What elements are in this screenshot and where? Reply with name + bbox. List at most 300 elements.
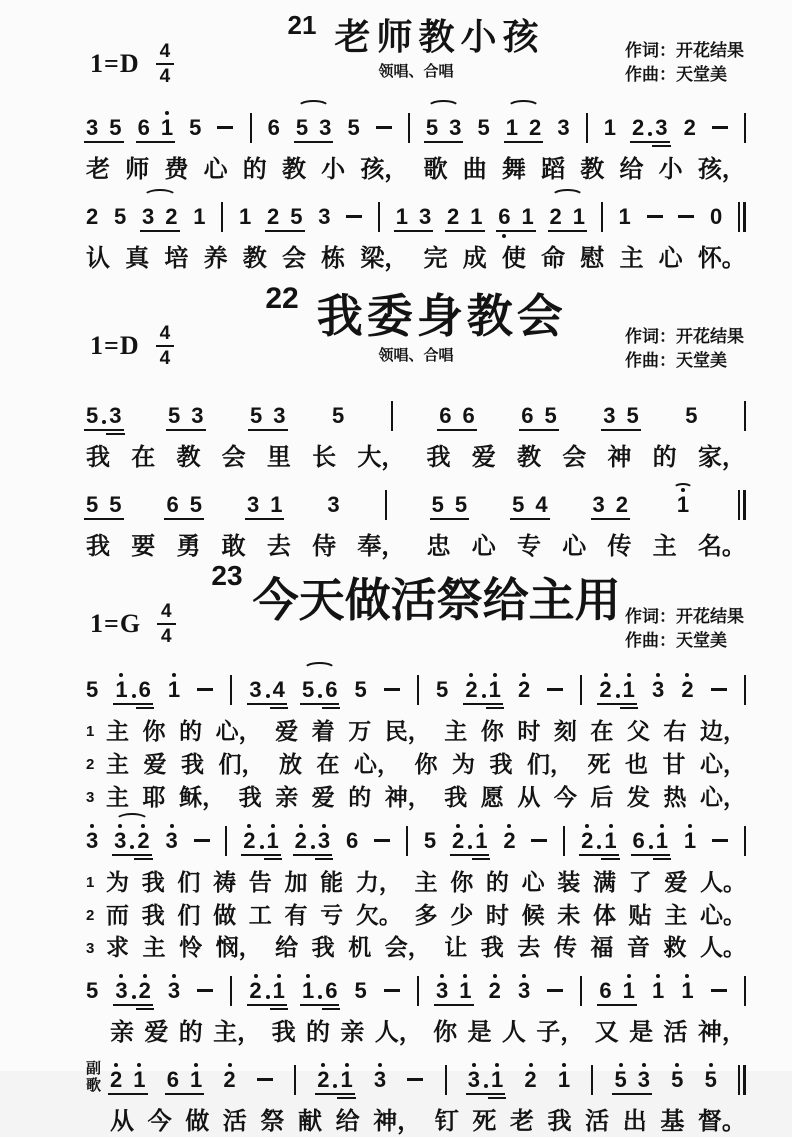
note — [521, 392, 533, 440]
beam-underline — [112, 854, 152, 856]
note — [86, 104, 98, 152]
note-digit: 5 — [354, 978, 367, 1004]
note-digit: 2 — [681, 677, 694, 702]
lyric-syllable: 我 — [238, 783, 262, 810]
lyric-syllable: 时 — [485, 901, 509, 928]
lyric-syllable: 孩， — [697, 156, 746, 183]
lyric-syllable: 养 — [203, 245, 228, 272]
note — [655, 104, 667, 152]
note-digit: 2 — [447, 204, 460, 229]
note-digit: 2 — [549, 204, 562, 229]
lyric-syllable: 亲 — [110, 1019, 134, 1047]
song-23-lines — [86, 666, 746, 1137]
lyric-syllable: 会 — [281, 245, 306, 272]
note-digit: 3 — [655, 115, 668, 140]
underline — [653, 858, 671, 860]
note-marks-bottom — [168, 701, 180, 714]
note-digit: 3 — [86, 115, 99, 140]
dash — [712, 839, 728, 842]
barline — [563, 826, 565, 856]
augmentation-dot — [260, 845, 264, 849]
note-digit: 1 — [521, 204, 534, 229]
lyric-syllable: 少 — [450, 901, 474, 928]
key-signature: 1=D — [90, 49, 140, 78]
note-digit: 2 — [517, 677, 531, 702]
dash — [407, 1078, 423, 1081]
song-23-section — [86, 560, 746, 1137]
note-digit: 5 — [347, 115, 360, 140]
verse-number: 2 — [86, 756, 95, 774]
final-barline — [738, 490, 746, 520]
note-marks-bottom — [652, 701, 664, 714]
note-marks-bottom — [684, 852, 696, 865]
credits — [625, 325, 744, 374]
barline — [744, 401, 746, 431]
lyric-syllable: 爱 — [664, 868, 688, 895]
note-digit: 3 — [109, 403, 122, 428]
note-digit: 3 — [419, 204, 432, 229]
note-digit: 1 — [604, 827, 617, 853]
key-signature: 1=D — [90, 331, 140, 360]
verse-group — [86, 717, 746, 813]
note — [86, 481, 98, 529]
note — [710, 193, 722, 241]
beam-group — [521, 392, 557, 440]
beam-underline — [424, 141, 464, 143]
barline — [378, 202, 380, 232]
lyric-syllable: 心， — [700, 750, 746, 777]
note-digit: 1 — [266, 827, 279, 853]
beam-underline — [597, 1004, 637, 1006]
slur-beam-group — [550, 193, 586, 241]
barline — [406, 826, 408, 856]
lyric-syllable: 也 — [625, 750, 648, 777]
lyric-syllable: 们， — [527, 750, 573, 777]
augmentation-dot — [102, 420, 106, 424]
underline — [620, 707, 638, 709]
composer-credit: 作曲：天堂美 — [625, 631, 727, 651]
beam-underline — [504, 141, 544, 143]
beam-group — [599, 967, 635, 1015]
beam-group — [166, 481, 202, 529]
note-digit: 3 — [327, 492, 340, 517]
lyricist-credit: 作词：开花结果 — [625, 606, 744, 626]
beam-group — [86, 392, 122, 440]
beam-underline — [597, 703, 637, 705]
lyric-syllable: 主 — [106, 750, 129, 777]
underline — [136, 1008, 154, 1010]
note-digit: 2 — [581, 830, 593, 852]
note — [273, 967, 285, 1015]
beam-group — [468, 1056, 504, 1104]
augmentation-dot — [333, 1084, 337, 1088]
note — [522, 193, 534, 241]
note-digit: 6 — [138, 677, 151, 702]
lyrics-line — [106, 901, 746, 931]
lyric-syllable: 后 — [590, 783, 614, 810]
note-digit: 4 — [535, 492, 548, 517]
note-digit: 6 — [498, 204, 511, 229]
lyric-syllable: 给 — [619, 156, 644, 183]
beam-underline — [430, 518, 470, 520]
lyric-syllable: 专 — [516, 533, 541, 560]
beam-group — [302, 967, 338, 1015]
note-digit: 1 — [618, 204, 631, 229]
note-marks-bottom — [332, 427, 344, 440]
beam-group — [599, 666, 635, 714]
note-digit: 5 — [423, 827, 437, 853]
slur-beam-group — [296, 104, 332, 152]
dash — [346, 215, 362, 218]
note-marks-bottom — [239, 228, 251, 241]
note — [115, 666, 127, 714]
dash — [547, 688, 563, 691]
song-23-header — [86, 560, 746, 664]
lyric-syllable: 的 — [305, 1019, 330, 1047]
note-digit: 1 — [193, 204, 206, 229]
beam-underline — [463, 703, 503, 705]
note-digit: 5 — [86, 492, 99, 517]
beam-group — [86, 104, 122, 152]
beam-underline — [165, 1093, 205, 1095]
barline — [294, 1065, 296, 1095]
note-marks-bottom — [114, 228, 126, 241]
barline — [744, 826, 746, 856]
note-marks-bottom — [604, 139, 616, 152]
note — [681, 967, 693, 1015]
note — [599, 967, 611, 1015]
lyricist-credit: 作词：开花结果 — [625, 326, 744, 346]
note — [439, 392, 451, 440]
barline — [391, 401, 393, 431]
lyric-syllable: 音 — [626, 934, 650, 961]
beam-underline — [300, 703, 340, 705]
note — [340, 1056, 352, 1104]
beam-underline — [136, 141, 176, 143]
note — [614, 1056, 626, 1104]
lyrics-line — [106, 868, 746, 898]
note-digit: 3 — [115, 980, 127, 1002]
barline — [417, 976, 419, 1006]
note — [189, 104, 201, 152]
lyric-syllable: 人。 — [700, 868, 746, 895]
note-digit: 1 — [470, 204, 483, 229]
note-digit: 2 — [243, 830, 255, 852]
lyric-syllable: 们 — [177, 868, 201, 895]
lyric-syllable: 我 — [86, 444, 110, 471]
barline — [744, 113, 746, 143]
underline — [270, 707, 288, 709]
underline — [106, 433, 124, 435]
note — [632, 104, 644, 152]
lyric-syllable: 右 — [663, 718, 687, 744]
barline — [385, 490, 387, 520]
beam-underline — [496, 230, 536, 232]
beam-underline — [437, 429, 477, 431]
chorus-label-char: 歌 — [86, 1077, 102, 1095]
lyric-syllable: 爱 — [275, 718, 299, 744]
lyric-syllable: 救 — [663, 934, 687, 961]
beam-group — [267, 193, 303, 241]
music-line — [86, 817, 746, 865]
slur-beam-group — [302, 666, 338, 714]
note — [138, 104, 150, 152]
note-marks-bottom — [705, 1091, 717, 1104]
note-digit: 3 — [436, 978, 449, 1004]
song-title: 我委身教会 — [316, 290, 567, 342]
lyric-syllable: 的 — [178, 1019, 203, 1047]
note-marks-bottom — [524, 1091, 536, 1104]
note — [545, 392, 557, 440]
lyrics-line — [106, 717, 746, 747]
note-digit: 5 — [425, 115, 439, 140]
note-digit: 2 — [524, 1067, 537, 1093]
note-marks-bottom — [684, 139, 696, 152]
lyric-syllable: 传 — [553, 934, 577, 961]
song-title: 今天做活祭给主用 — [252, 574, 621, 626]
lyric-syllable: 欠。 — [355, 901, 402, 928]
dash — [257, 1078, 273, 1081]
lyrics-line — [106, 750, 746, 780]
note-digit: 2 — [137, 827, 150, 853]
beam-group — [247, 481, 283, 529]
note-marks-bottom — [558, 1091, 570, 1104]
note — [190, 481, 202, 529]
note-digit: 1 — [655, 827, 668, 853]
beam-underline — [601, 429, 641, 431]
note-digit: 3 — [468, 1069, 480, 1091]
lyric-syllable: 敢 — [221, 533, 246, 560]
lyric-syllable: 我 — [426, 444, 451, 471]
lyric-syllable: 要 — [131, 533, 156, 560]
lyric-syllable: 奉， — [357, 533, 406, 560]
underline — [264, 858, 282, 860]
lyric-syllable: 心 — [521, 868, 545, 895]
verse-number: 1 — [86, 874, 95, 892]
augmentation-dot — [484, 1084, 488, 1088]
slur-beam-group — [114, 817, 150, 865]
note-digit: 6 — [325, 677, 338, 702]
lyric-syllable: 在 — [316, 750, 340, 777]
note-digit: 6 — [346, 827, 359, 853]
song-number: 21 — [287, 10, 317, 40]
lyric-syllable: 今 — [553, 783, 577, 810]
lyric-syllable: 舞 — [501, 156, 526, 183]
beam-underline — [84, 141, 124, 143]
lyric-syllable: 是 — [467, 1019, 492, 1047]
note — [489, 666, 501, 714]
lyrics-line — [86, 244, 746, 274]
note-digit: 5 — [436, 677, 449, 702]
beam-group — [249, 967, 285, 1015]
lyric-syllable: 教 — [580, 156, 605, 183]
note-digit: 6 — [521, 403, 534, 428]
augmentation-dot — [266, 694, 270, 698]
lyric-syllable: 着 — [311, 718, 335, 744]
note-digit: 1 — [603, 115, 616, 140]
note — [671, 1056, 683, 1104]
composer-credit: 作曲：天堂美 — [625, 65, 727, 85]
note — [424, 817, 436, 865]
note-digit: 1 — [488, 677, 501, 702]
note — [633, 817, 645, 865]
lyric-syllable: 死 — [587, 750, 611, 777]
note — [447, 193, 459, 241]
note — [86, 193, 98, 241]
note — [506, 104, 518, 152]
lyric-syllable: 怜 — [179, 934, 203, 961]
note-marks-bottom — [327, 516, 339, 529]
underline — [652, 145, 670, 147]
beam-group — [167, 1056, 203, 1104]
lyric-syllable: 的 — [652, 444, 677, 471]
note — [270, 481, 282, 529]
verse-row — [86, 901, 746, 931]
beam-group — [447, 193, 483, 241]
note-digit: 3 — [637, 1067, 650, 1093]
underline — [270, 1008, 288, 1010]
augmentation-dot — [130, 845, 134, 849]
note-digit: 2 — [615, 492, 629, 517]
note-marks-bottom — [673, 516, 693, 529]
lyric-syllable: 老 — [86, 156, 110, 183]
beam-underline — [315, 1093, 355, 1095]
lyric-syllable: 而 — [106, 901, 129, 928]
beam-underline — [579, 854, 619, 856]
note-digit: 3 — [517, 978, 531, 1004]
note — [489, 967, 501, 1015]
lyric-syllable: 教 — [176, 444, 201, 471]
note-digit: 5 — [332, 403, 345, 428]
note-marks-bottom — [347, 139, 359, 152]
beam-underline — [612, 1093, 652, 1095]
beam-group — [138, 104, 174, 152]
beam-underline — [166, 429, 206, 431]
lyrics-line — [86, 443, 746, 473]
note-digit: 5 — [512, 492, 525, 517]
beam-group — [512, 481, 548, 529]
note — [452, 817, 464, 865]
beam-underline — [445, 230, 485, 232]
time-signature: $\frac{4}{4}$ — [156, 42, 175, 86]
verse-row — [86, 868, 746, 898]
note-digit: 5 — [671, 1067, 684, 1093]
song-22-lines — [86, 392, 746, 562]
dash — [197, 688, 213, 691]
note — [355, 666, 367, 714]
lyric-syllable: 栋 — [321, 245, 346, 272]
barline — [591, 1065, 593, 1095]
lyric-syllable: 的 — [485, 868, 509, 895]
lyric-syllable: 歌 — [423, 156, 448, 183]
note-digit: 5 — [189, 492, 202, 517]
beam-underline — [510, 518, 550, 520]
lyric-syllable: 机 — [348, 934, 372, 961]
lyric-syllable: 小 — [658, 156, 683, 183]
lyric-syllable: 甘 — [662, 750, 686, 777]
note-digit: 5 — [477, 115, 490, 140]
lyric-syllable: 从 — [517, 783, 541, 810]
lyric-syllable: 愿 — [480, 783, 504, 810]
song-number: 22 — [265, 282, 299, 315]
note-digit: 1 — [475, 827, 488, 853]
note-digit: 6 — [166, 1067, 179, 1093]
note-digit: 3 — [603, 403, 616, 428]
note-digit: 1 — [490, 1067, 504, 1093]
beam-group — [115, 967, 151, 1015]
beam-group — [317, 1056, 353, 1104]
note-marks-bottom — [193, 228, 205, 241]
augmentation-dot — [616, 694, 620, 698]
lyric-syllable: 心 — [658, 245, 683, 272]
note-digit: 3 — [592, 492, 605, 517]
lyric-syllable: 心， — [699, 783, 746, 810]
lyric-syllable: 满 — [592, 868, 616, 895]
lyric-syllable: 主 — [106, 718, 129, 744]
note — [593, 481, 605, 529]
note — [374, 1056, 386, 1104]
beam-underline — [113, 1004, 153, 1006]
lyric-syllable: 从 — [110, 1108, 134, 1136]
song-21-section — [86, 10, 746, 274]
note — [114, 817, 126, 865]
augmentation-dot — [648, 132, 652, 136]
lyric-syllable: 在 — [590, 718, 614, 744]
note-digit: 1 — [133, 1067, 146, 1093]
lyric-syllable: 我 — [86, 533, 110, 560]
underline — [486, 707, 504, 709]
verse-number: 2 — [86, 907, 95, 924]
lyric-syllable: 我 — [547, 1108, 572, 1136]
augmentation-dot — [649, 845, 653, 849]
verse-number: 3 — [86, 939, 95, 957]
lyric-syllable: 主 — [414, 868, 438, 895]
chorus-label — [86, 1018, 110, 1137]
note-digit: 5 — [704, 1067, 717, 1093]
beam-underline — [245, 518, 285, 520]
augmentation-dot — [318, 694, 322, 698]
lyric-syllable: 小 — [321, 156, 346, 183]
note — [455, 481, 467, 529]
lyric-syllable: 教 — [242, 245, 267, 272]
note-digit: 1 — [557, 1067, 571, 1093]
lyric-syllable: 多 — [414, 901, 438, 928]
note-digit: 3 — [318, 204, 331, 229]
note-marks-bottom — [223, 1091, 235, 1104]
slur-beam-group — [506, 104, 542, 152]
lyric-syllable: 让 — [444, 934, 468, 961]
lyric-syllable: 的 — [348, 783, 372, 810]
lyric-syllable: 耶 — [142, 783, 166, 810]
note — [302, 666, 314, 714]
note — [396, 193, 408, 241]
note — [557, 104, 569, 152]
lyric-syllable: 今 — [147, 1108, 172, 1136]
beam-underline — [631, 854, 671, 856]
lyric-syllable: 刻 — [553, 718, 577, 744]
note-digit: 5 — [614, 1067, 627, 1093]
lyric-syllable: 我 — [181, 750, 204, 777]
note — [165, 817, 177, 865]
beam-underline — [248, 429, 288, 431]
note-marks-bottom — [477, 139, 489, 152]
beam-underline — [265, 230, 305, 232]
note-digit: 6 — [633, 830, 645, 852]
note — [249, 967, 261, 1015]
beam-underline — [113, 703, 153, 705]
note — [137, 817, 149, 865]
note-digit: 5 — [114, 204, 127, 229]
